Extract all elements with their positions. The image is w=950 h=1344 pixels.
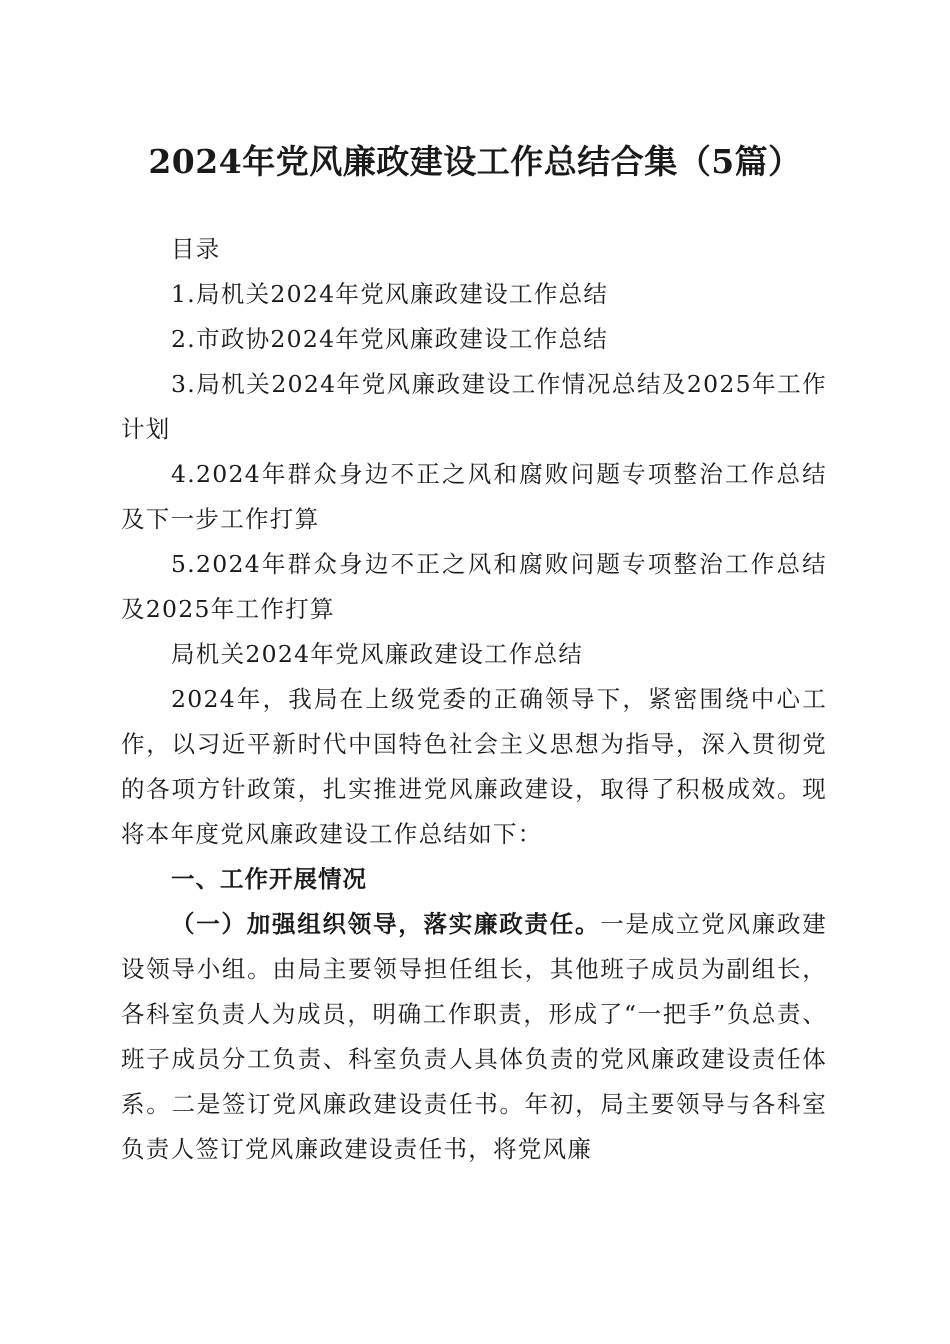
article-intro: 2024年，我局在上级党委的正确领导下，紧密围绕中心工作，以习近平新时代中国特色社会主义思想为指导，深入贯彻党的各项方针政策，扎实推进党风廉政建设，取得了积极成效。现将本年度党风廉政建设工作总结如下：	[121, 685, 827, 848]
toc-label: 目录	[171, 235, 221, 263]
section-item-body: 一是成立党风廉政建设领导小组。由局主要领导担任组长，其他班子成员为副组长，各科室负责人为成员，明确工作职责，形成了“一把手”负总责、班子成员分工负责、科室负责人具体负责的党风廉政建设责任体系。二是签订党风廉政建设责任书。年初，局主要领导与各科室负责人签订党风廉政建设责任书，将党风廉	[121, 910, 827, 1163]
toc-item-5: 5.2024年群众身边不正之风和腐败问题专项整治工作总结及2025年工作打算	[121, 550, 827, 623]
document-title: 2024年党风廉政建设工作总结合集（5篇）	[148, 142, 802, 181]
document-body	[121, 227, 827, 1172]
section-item-1	[121, 902, 827, 1172]
toc-item-4: 4.2024年群众身边不正之风和腐败问题专项整治工作总结及下一步工作打算	[121, 460, 827, 533]
section-heading: 一、工作开展情况	[171, 865, 367, 893]
toc-item-3: 3.局机关2024年党风廉政建设工作情况总结及2025年工作计划	[121, 370, 827, 443]
toc-item-2: 2.市政协2024年党风廉政建设工作总结	[171, 325, 609, 353]
section-item-lead: （一）加强组织领导，落实廉政责任。	[171, 910, 601, 938]
toc-item-1: 1.局机关2024年党风廉政建设工作总结	[171, 280, 609, 308]
article-title: 局机关2024年党风廉政建设工作总结	[171, 640, 584, 668]
